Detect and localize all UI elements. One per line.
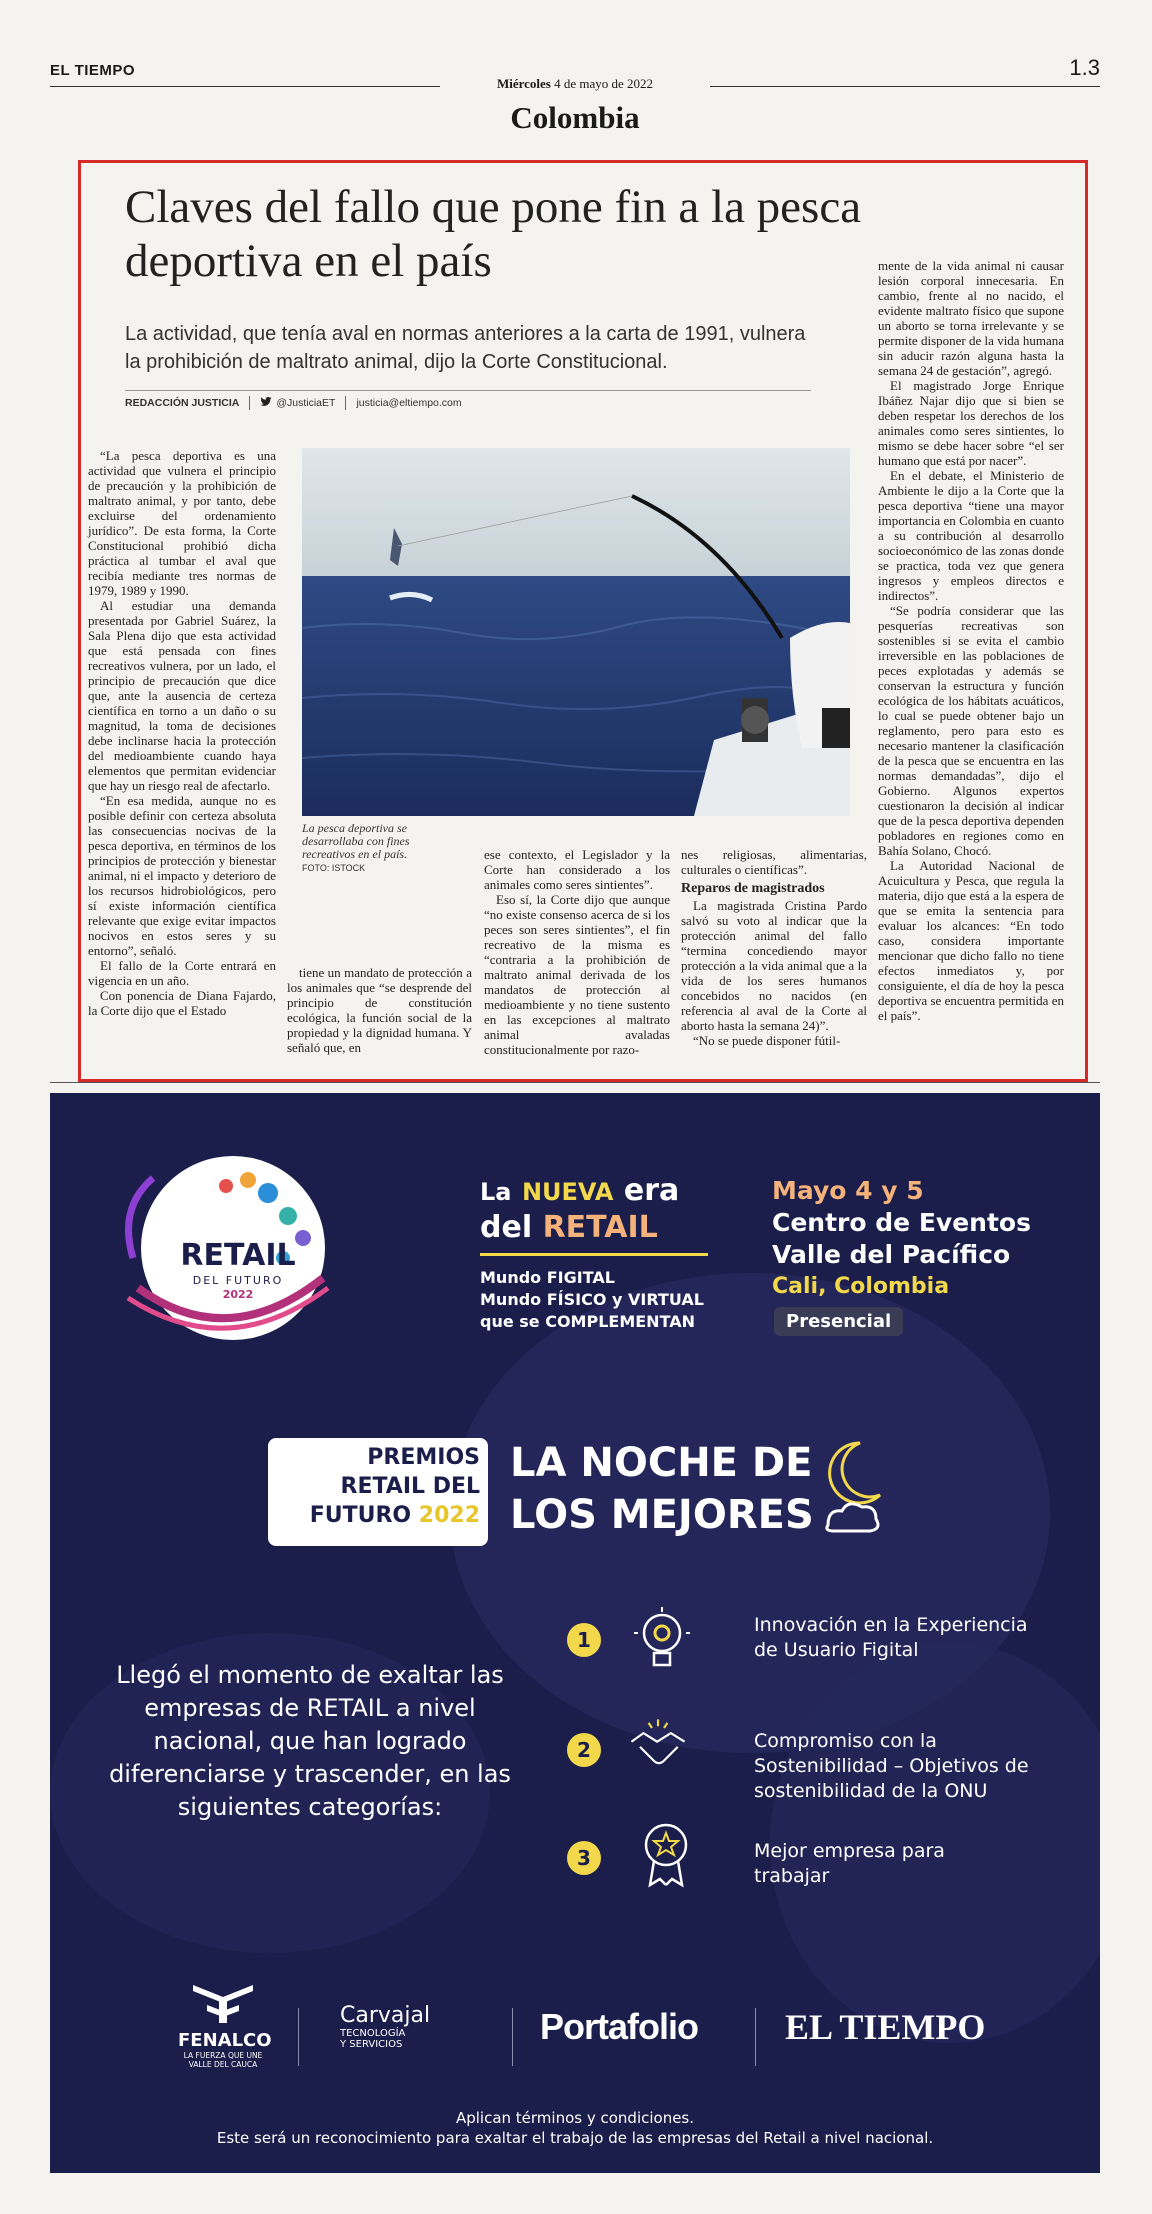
paragraph: Eso sí, la Corte dijo que aunque “no existe consenso acerca de si los peces son seres sintientes”, el fin recreativo de la misma es “contraria a la prohibición de maltrato animal derivada de los mandatos de protección al medioambiente y no tiene sustento en las excepciones al maltrato animal avaladas constitucionalmente por razo- <box>484 892 670 1057</box>
nueva-retail: RETAIL <box>542 1210 658 1245</box>
caption-text: La pesca deportiva se desarrollaba con fines recreativos en el país. <box>302 821 410 861</box>
ad-intro-text: Llegó el momento de exaltar las empresas de RETAIL a nivel nacional, que han logrado diferenciarse y trascender, en las siguientes categorías: <box>109 1661 511 1821</box>
logo-year: 2022 <box>222 1288 254 1301</box>
nueva-era-heading <box>480 1173 679 1246</box>
paragraph: La Autoridad Nacional de Acuicultura y Pesca, que regula la materia, dijo que está a la espera de que se emita la sentencia para evaluar los alcances: “En todo caso, considera importante mencionar que dicho fallo no tiene efectos inmediatos y, por consiguiente, el día de hoy la pesca deportiva se encuentra permitida en el país”. <box>878 858 1064 1023</box>
fishing-photo <box>302 448 850 816</box>
paragraph: Al estudiar una demanda presentada por Gabriel Suárez, la Sala Plena dijo que esta actividad que está pensada con fines recreativos vulnera, por un lado, el principio de precaución que dice que, ante la ausencia de certeza científica en torno a un daño o su magnitud, la toma de decisiones debe inclinarse hacia la protección del medioambiente cuando haya elementos que permitan evidenciar que hay un riesgo real de afectarlo. <box>88 598 276 793</box>
retail-advertisement <box>50 1093 1100 2173</box>
byline-email[interactable]: justicia@eltiempo.com <box>356 397 462 409</box>
paragraph: En el debate, el Ministerio de Ambiente le dijo a la Corte que la pesca deportiva “tiene una mayor importancia en Colombia en cuanto a su contribución al desarrollo socioeconómico de las zonas donde se practica, toda vez que genera ingresos y empleos directos e indirectos”. <box>878 468 1064 603</box>
paragraph: “Se podría considerar que las pesquerías recreativas son sostenibles si se evita el cambio irreversible en las poblaciones de peces explotadas y además se conservan la estructura y función ecológica de los hábitats acuáticos, lo cual se puede obtener bajo un reglamento, pero para esto es necesario mantener la clasificación de la pesca que se encuentra en las normas demandadas”, dijo el Gobierno. Algunos expertos cuestionaron la decisión al indicar que de la pesca deportiva dependen pobladores en regiones como en Bahía Solano, Chocó. <box>878 603 1064 858</box>
category-number: 3 <box>567 1841 601 1875</box>
category-text: Compromiso con la Sostenibilidad – Objetivos de sostenibilidad de la ONU <box>754 1730 1029 1802</box>
nueva-del: del <box>480 1210 533 1245</box>
figital-line: Mundo FÍSICO y VIRTUAL <box>480 1290 704 1309</box>
nueva-word: NUEVA <box>521 1178 614 1206</box>
event-info <box>772 1175 1031 1303</box>
paragraph: “No se puede disponer fútil- <box>693 1033 841 1048</box>
category-text: Innovación en la Experiencia de Usuario Figital <box>754 1614 1028 1661</box>
noche-heading <box>510 1437 814 1541</box>
fenalco-tag-2: VALLE DEL CAUCA <box>188 2060 258 2069</box>
award-medal-icon <box>636 1819 696 1889</box>
paragraph: El magistrado Jorge Enrique Ibáñez Najar dijo que si bien se deben respetar los derechos de los animales como seres sintientes, lo mismo se debe hacer sobre “el ser humano que está por nacer”. <box>878 378 1064 468</box>
presencial-badge: Presencial <box>774 1307 903 1336</box>
fenalco-tag-1: LA FUERZA QUE UNE <box>183 2051 263 2060</box>
eltiempo-logo: EL TIEMPO <box>785 2007 986 2047</box>
dateline <box>440 76 710 92</box>
article-headline: Claves del fallo que pone fin a la pesca deportiva en el país <box>125 181 862 287</box>
event-venue-1: Centro de Eventos <box>772 1208 1031 1237</box>
event-city: Cali, Colombia <box>772 1274 950 1299</box>
figital-text <box>480 1267 704 1333</box>
paragraph: mente de la vida animal ni causar lesión corporal innecesaria. En cambio, frente al no nacido, el evidente maltrato físico que supone un aborto se torna irrelevante y se permite disponer de la vida humana sin aducir razón alguna hasta la semana 24 de gestación”, agregó. <box>878 258 1064 378</box>
category-number: 1 <box>567 1623 601 1657</box>
fenalco-emblem-icon <box>183 1975 263 2025</box>
dateline-day: Miércoles <box>496 76 551 91</box>
terms-line-2: Este será un reconocimiento para exaltar el trabajo de las empresas del Retail a nivel nacional. <box>216 2129 934 2147</box>
paragraph: El fallo de la Corte entrará en vigencia en un año. <box>88 958 276 988</box>
premios-line-2: RETAIL DEL <box>340 1474 480 1499</box>
figital-line: que se COMPLEMENTAN <box>480 1312 696 1331</box>
sponsor-separator <box>512 2008 513 2066</box>
article-column-1 <box>88 448 276 1018</box>
terms-text <box>50 2108 1100 2148</box>
category-text: Mejor empresa para trabajar <box>754 1840 945 1887</box>
article-column-2 <box>287 965 472 1055</box>
article-column-right <box>878 258 1064 1023</box>
nueva-era: era <box>623 1173 680 1208</box>
category-number: 2 <box>567 1733 601 1767</box>
portafolio-logo: Portafolio <box>540 2006 698 2047</box>
carvajal-logo <box>340 2003 430 2050</box>
paragraph: “La pesca deportiva es una actividad que vulnera el principio de precaución y la prohibición de maltrato animal, y por tanto, debe excluirse del ordenamiento jurídico”. De esta forma, la Corte Constitucional prohibió dicha práctica al tumbar el aval que recibía mediante tres normas de 1979, 1989 y 1990. <box>88 448 276 598</box>
premios-year: 2022 <box>418 1503 480 1528</box>
fenalco-logo <box>178 1975 272 2069</box>
lightbulb-gear-icon <box>632 1605 692 1675</box>
fishing-photo-illustration <box>302 448 850 816</box>
carvajal-tag-2: Y SERVICIOS <box>340 2039 403 2050</box>
dateline-date: 4 de mayo de 2022 <box>554 76 654 91</box>
sponsor-separator <box>755 2008 756 2066</box>
byline-desk: REDACCIÓN JUSTICIA <box>125 397 240 409</box>
article-column-3 <box>484 847 670 1057</box>
photo-credit: FOTO: ISTOCK <box>302 863 366 873</box>
byline-separator <box>345 396 346 410</box>
subheading: Reparos de magistrados <box>681 881 825 896</box>
logo-sub-text: DEL FUTURO <box>192 1274 284 1287</box>
moon-cloud-icon <box>820 1439 884 1539</box>
paragraph: “En esa medida, aunque no es posible definir con certeza absoluta las consecuencias nocivas de la pesca deportiva, en términos de los principios de protección y bienestar animal, ni el impacto y deterioro de los recursos hidrobiológicos, pero sí existe información científica relevante que exige evitar impactos nocivos en estos seres y su entorno”, señaló. <box>88 793 276 958</box>
paragraph: tiene un mandato de protección a los animales que “se desprende del principio de constitución ecológica, la función social de la propiedad y la dignidad humana. Y señaló que, en <box>287 965 472 1055</box>
terms-line-1: Aplican términos y condiciones. <box>455 2109 695 2127</box>
photo-caption <box>302 822 417 875</box>
noche-line-2: LOS MEJORES <box>510 1492 814 1538</box>
article-subhead: La actividad, que tenía aval en normas anteriores a la carta de 1991, vulnera la prohibición de maltrato animal, dijo la Corte Constitucional. <box>125 323 806 373</box>
retail-del-futuro-logo <box>108 1138 348 1358</box>
twitter-icon <box>260 397 272 410</box>
byline-twitter[interactable]: @JusticiaET <box>276 397 336 409</box>
fenalco-name: FENALCO <box>178 2030 272 2051</box>
nueva-la: La <box>480 1178 512 1206</box>
header-rule-left <box>50 86 440 87</box>
premios-text <box>272 1443 480 1530</box>
section-title: Colombia <box>510 100 640 135</box>
subhead-rule <box>125 390 811 391</box>
page-divider <box>50 1082 1100 1083</box>
paragraph: ese contexto, el Legislador y la Corte han considerado a los animales como seres sintientes”. <box>484 847 670 892</box>
newspaper-brand: EL TIEMPO <box>50 62 136 79</box>
header-rule-right <box>710 86 1100 87</box>
page-number: 1.3 <box>1069 55 1100 80</box>
paragraph: Con ponencia de Diana Fajardo, la Corte dijo que el Estado <box>88 988 276 1018</box>
carvajal-tag-1: TECNOLOGÍA <box>340 2028 406 2039</box>
premios-line-3: FUTURO <box>309 1503 412 1528</box>
nueva-underline <box>480 1253 708 1256</box>
premios-line-1: PREMIOS <box>367 1445 480 1470</box>
article-column-4 <box>681 847 867 1048</box>
noche-line-1: LA NOCHE DE <box>510 1440 813 1486</box>
paragraph: La magistrada Cristina Pardo salvó su voto al indicar que la protección animal del fallo “termina concediendo mayor protección a la vida animal que a la vida de los seres humanos concebidos no nacidos (en referencia al aval de la Corte al aborto hasta la semana 24)”. <box>681 898 867 1033</box>
sponsor-separator <box>298 2008 299 2066</box>
paragraph: nes religiosas, alimentarias, culturales o científicas”. <box>681 847 867 877</box>
figital-line: Mundo FIGITAL <box>480 1268 615 1287</box>
event-venue-2: Valle del Pacífico <box>772 1240 1011 1269</box>
handshake-icon <box>628 1711 688 1781</box>
byline-separator <box>249 396 250 410</box>
event-dates: Mayo 4 y 5 <box>772 1176 924 1205</box>
byline <box>125 396 462 410</box>
carvajal-name: Carvajal <box>340 2003 431 2028</box>
logo-main-text: RETAIL <box>180 1238 296 1273</box>
